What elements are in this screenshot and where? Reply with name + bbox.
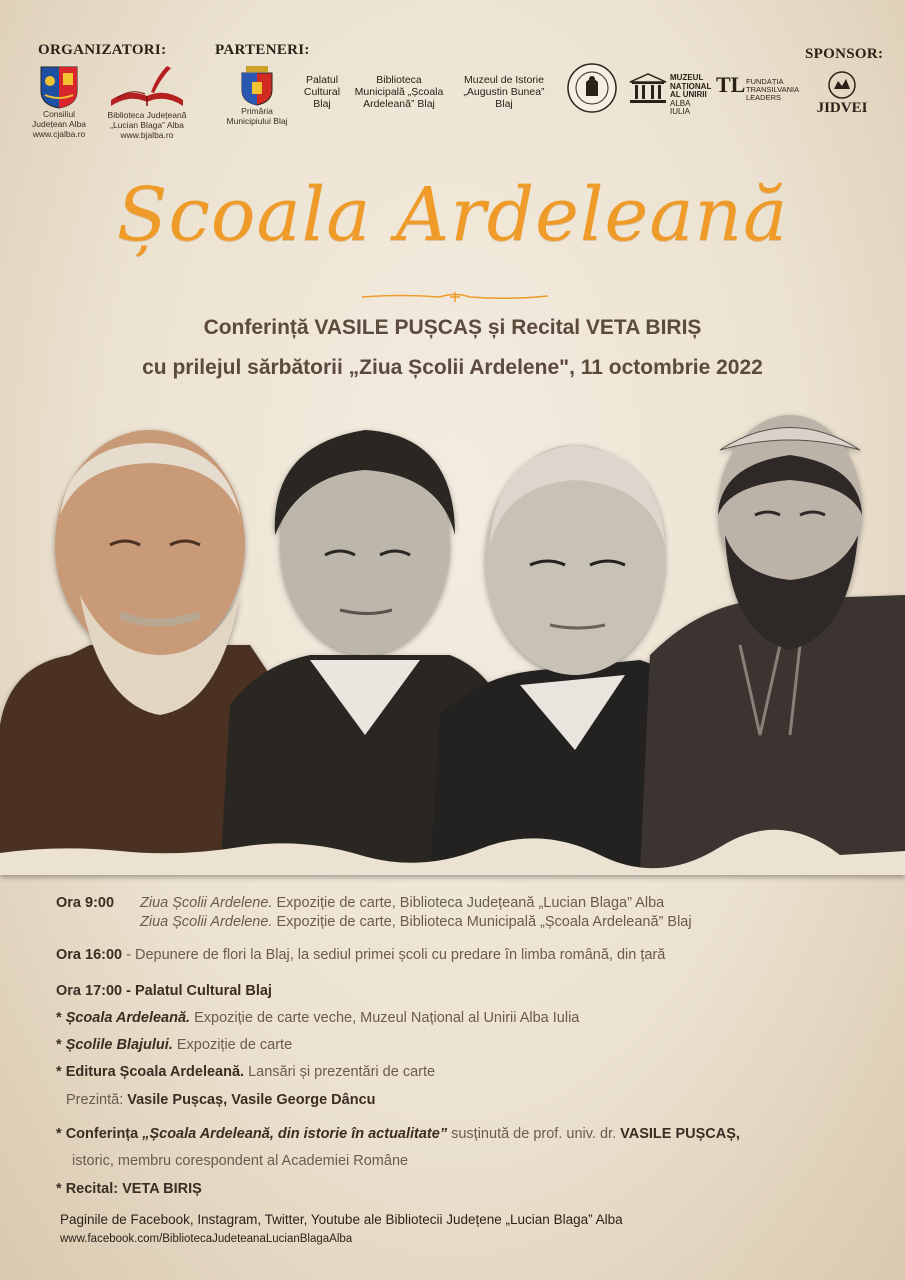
book-quill-logo-icon	[107, 62, 187, 110]
partner1-line2: Municipiului Blaj	[226, 116, 288, 126]
partner-biblioteca-municipala[interactable]	[346, 74, 452, 110]
partner2-line2: Cultural	[303, 86, 341, 98]
partner3-line1: Biblioteca	[376, 74, 422, 86]
partner3-line2: Municipală „Școala	[354, 86, 444, 98]
schedule-recital: * Recital: VETA BIRIȘ	[56, 1181, 202, 1197]
partner7-line3: LEADERS	[746, 93, 782, 102]
title-flourish-icon	[360, 290, 550, 304]
partner-primaria-blaj[interactable]	[222, 66, 292, 126]
portrait-4	[640, 415, 905, 875]
schedule-conference-line2: istoric, membru corespondent al Academiei Române	[72, 1153, 409, 1169]
partner7-line2: TRANSILVANIA	[746, 85, 800, 94]
partner2-line1: Palatul	[305, 74, 339, 86]
schedule-conference-line1: * Conferința „Școala Ardeleană, din istorie în actualitate” susținută de prof. univ. dr. VASILE PUȘCAȘ,	[56, 1126, 740, 1142]
partner3-line3: Ardeleană” Blaj	[363, 98, 435, 110]
partner6-line3: AL UNIRII	[670, 90, 707, 99]
schedule-17-heading: Ora 17:00 - Palatul Cultural Blaj	[56, 983, 272, 999]
partner-palatul-cultural[interactable]	[296, 74, 348, 110]
jidvei-crest-icon	[825, 70, 859, 100]
partner-transilvania-leaders[interactable]	[716, 72, 798, 106]
org1-line2: Județean Alba	[32, 119, 86, 129]
partner4-line1: Muzeul de Istorie	[464, 74, 544, 86]
partners-label: PARTENERI:	[215, 42, 310, 58]
partner7-line1: FUNDAȚIA	[746, 77, 784, 86]
partner-editura-seal[interactable]	[566, 62, 618, 118]
org-consiliul-judetean[interactable]	[28, 65, 90, 139]
footer-facebook-link[interactable]: www.facebook.com/BibliotecaJudeteanaLucianBlagaAlba	[60, 1233, 353, 1245]
org2-url[interactable]: www.bjalba.ro	[120, 130, 174, 140]
org2-line2: „Lucian Blaga” Alba	[110, 120, 184, 130]
museum-building-icon	[628, 72, 668, 104]
editura-seal-icon	[566, 62, 618, 114]
schedule-17-presenters: Prezintă: Vasile Pușcaș, Vasile George Dâncu	[66, 1092, 376, 1108]
sponsor-name: JIDVEI	[816, 100, 868, 116]
org1-line1: Consiliul	[42, 109, 76, 119]
blaj-coat-of-arms-icon	[240, 66, 274, 106]
organizers-label: ORGANIZATORI:	[38, 42, 167, 58]
page-title: Școala Ardeleană	[116, 172, 789, 258]
schedule-9-line1: Ziua Școlii Ardelene. Expoziție de carte, Biblioteca Județeană „Lucian Blaga” Alba	[140, 895, 665, 911]
portraits-group	[0, 405, 905, 875]
schedule-17-item2: * Școlile Blajului. Expoziție de carte	[56, 1037, 293, 1053]
schedule-17-item1: * Școala Ardeleană. Expoziție de carte veche, Muzeul Național al Unirii Alba Iulia	[56, 1010, 580, 1026]
county-coat-of-arms-icon	[39, 65, 79, 109]
partner6-line1: MUZEUL	[670, 73, 704, 82]
partner-muzeul-national-unirii[interactable]	[628, 70, 712, 116]
schedule-16: Ora 16:00 - Depunere de flori la Blaj, la sediul primei școli cu predare în limba română, din țară	[56, 947, 666, 963]
org2-line1: Biblioteca Județeană	[107, 110, 187, 120]
partner-muzeul-augustin-bunea[interactable]	[452, 74, 556, 110]
schedule-9-time: Ora 9:00	[56, 895, 115, 911]
partner6-line2: NAȚIONAL	[670, 81, 712, 91]
sponsor-jidvei[interactable]	[812, 70, 872, 117]
partner6-line4: ALBA IULIA	[670, 98, 691, 116]
sponsor-label: SPONSOR:	[805, 46, 884, 62]
partner2-line3: Blaj	[313, 98, 331, 110]
subtitle-conference: Conferință VASILE PUȘCAȘ și Recital VETA BIRIȘ	[203, 316, 702, 339]
org1-url[interactable]: www.cjalba.ro	[32, 129, 86, 139]
subtitle-occasion: cu prilejul sărbătorii „Ziua Școlii Ardelene", 11 octombrie 2022	[142, 356, 763, 379]
org-biblioteca-judeteana[interactable]	[104, 62, 190, 140]
partner4-line2: „Augustin Bunea”	[463, 86, 545, 98]
footer-social-text: Paginile de Facebook, Instagram, Twitter, Youtube ale Bibliotecii Județene „Lucian Blaga” Alba	[60, 1212, 623, 1227]
partner4-line3: Blaj	[495, 98, 513, 110]
schedule-17-item3: * Editura Școala Ardeleană. Lansări și prezentări de carte	[56, 1064, 436, 1080]
partner7-monogram: TL	[716, 72, 746, 97]
partner1-line1: Primăria	[241, 106, 273, 116]
schedule-9-line2: Ziua Școlii Ardelene. Expoziție de carte, Biblioteca Municipală „Școala Ardeleană” Blaj	[140, 914, 692, 930]
